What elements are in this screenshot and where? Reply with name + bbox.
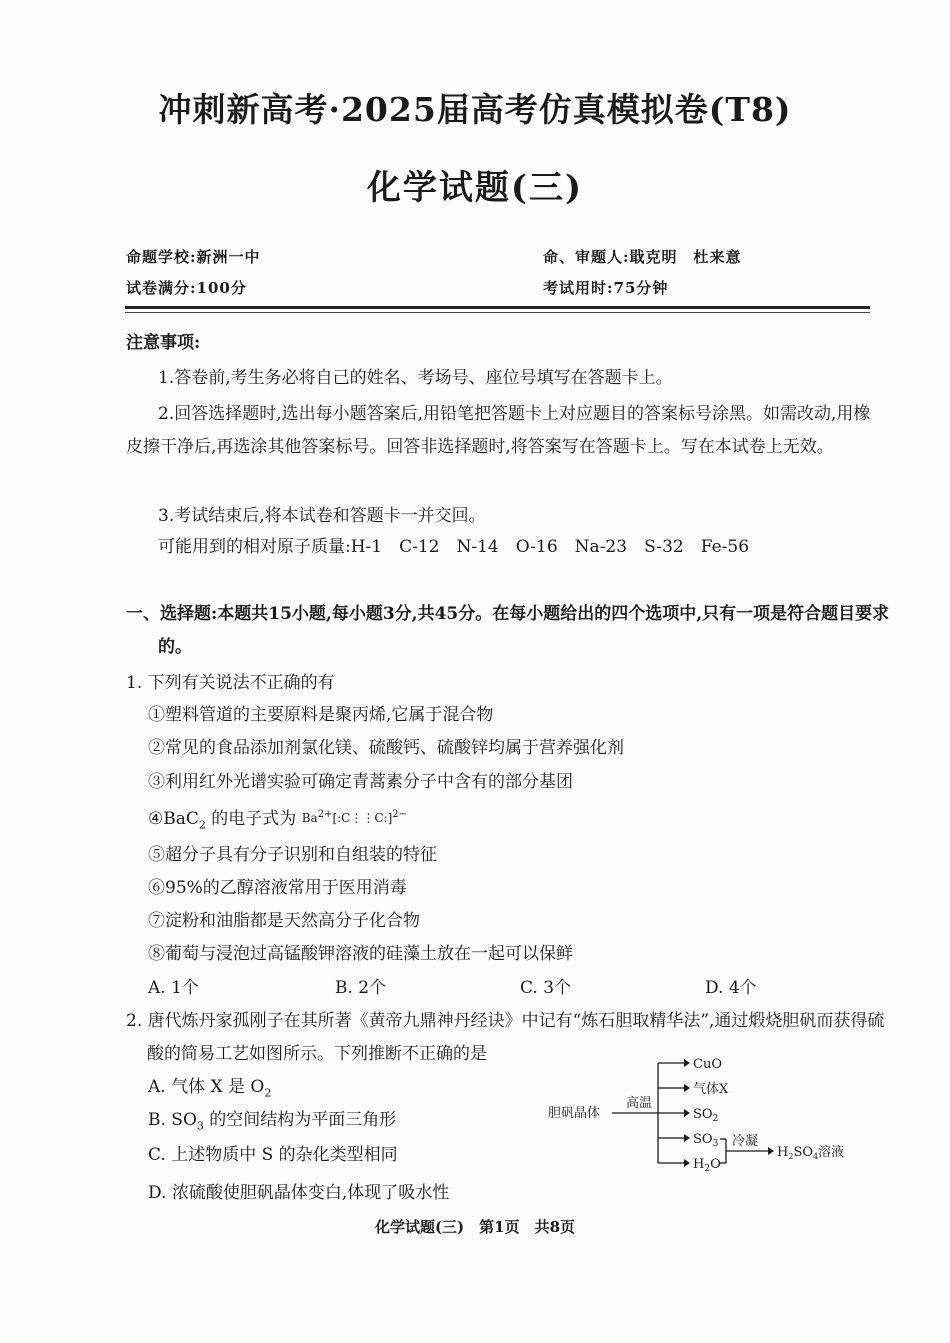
q1-statement-3: ③利用红外光谱实验可确定青蒿素分子中含有的部分基团 xyxy=(148,772,573,792)
notice-heading: 注意事项: xyxy=(126,333,201,353)
meta-full-score: 试卷满分:100分 xyxy=(126,279,247,297)
q1-option-a: A. 1个 xyxy=(148,978,199,998)
header-divider-thin xyxy=(125,312,870,313)
q2-option-a-text: A. 气体 X 是 O xyxy=(148,1077,265,1097)
question-2-stem: 2. 唐代炼丹家孤刚子在其所著《黄帝九鼎神丹经诀》中记有“炼石胆取精华法”,通过煅烧胆矾而获得硫酸的简易工艺如图所示。下列推断不正确的是 xyxy=(126,1011,885,1064)
meta-school: 命题学校:新洲一中 xyxy=(126,248,261,266)
q2-option-b xyxy=(148,1105,396,1132)
product-so3 xyxy=(693,1132,719,1149)
q2-option-a xyxy=(148,1072,271,1099)
so2-sub: 2 xyxy=(712,1114,719,1124)
final-product xyxy=(777,1144,844,1161)
q1-s4-sub: 2 xyxy=(198,818,206,832)
notice-item-3: 3.考试结束后,将本试卷和答题卡一并交回。 xyxy=(158,506,486,526)
product-gas-x: 气体X xyxy=(693,1082,729,1097)
h2so4-so: SO xyxy=(793,1145,814,1160)
product-so2 xyxy=(693,1107,718,1124)
cool-label: 冷凝 xyxy=(732,1134,759,1149)
so2-base: SO xyxy=(693,1107,713,1122)
cation-charge: 2+ xyxy=(317,809,333,820)
exam-subtitle: 化学试题(三) xyxy=(366,168,584,208)
cation: Ba xyxy=(301,811,318,825)
so3-base: SO xyxy=(693,1132,713,1147)
q2-option-a-sub: 2 xyxy=(264,1086,272,1100)
atomic-masses: 可能用到的相对原子质量:H-1 C-12 N-14 O-16 Na-23 S-32 Fe-56 xyxy=(158,537,750,557)
q1-statement-5: ⑤超分子具有分子识别和自组装的特征 xyxy=(148,845,437,865)
h2o-o: O xyxy=(710,1157,721,1172)
product-cuo: CuO xyxy=(693,1057,722,1072)
q1-s4-prefix: ④BaC xyxy=(148,809,199,829)
q1-statement-7: ⑦淀粉和油脂都是天然高分子化合物 xyxy=(148,911,420,931)
arrowhead-4 xyxy=(684,1134,690,1142)
q1-option-b: B. 2个 xyxy=(335,978,387,998)
q1-statement-4 xyxy=(148,804,407,831)
process-diagram xyxy=(540,1045,860,1175)
cool-arrowhead xyxy=(768,1147,774,1155)
anion-charge: 2− xyxy=(392,809,407,820)
q1-statement-8: ⑧葡萄与浸泡过高锰酸钾溶液的硅藻土放在一起可以保鲜 xyxy=(148,944,573,964)
h2so4-solution: 溶液 xyxy=(818,1145,845,1160)
h2so4-sub2: 4 xyxy=(813,1152,819,1161)
q2-option-b-prefix: B. SO xyxy=(148,1110,197,1130)
q1-s4-middle: 的电子式为 xyxy=(205,809,302,829)
header-divider-thick xyxy=(125,306,870,309)
meta-time: 考试用时:75分钟 xyxy=(543,279,669,297)
arrowhead-3 xyxy=(684,1109,690,1117)
arrowhead-5 xyxy=(684,1159,690,1167)
q2-option-b-sub: 3 xyxy=(196,1119,204,1133)
product-h2o xyxy=(693,1157,721,1174)
section-heading: 一、选择题:本题共15小题,每小题3分,共45分。在每小题给出的四个选项中,只有一项是符合题目要求的。 xyxy=(126,604,890,657)
page-footer: 化学试题(三) 第1页 共8页 xyxy=(374,1218,576,1236)
condition-label: 高温 xyxy=(626,1096,653,1111)
reactant-label: 胆矾晶体 xyxy=(548,1106,601,1121)
q1-option-c: C. 3个 xyxy=(520,978,572,998)
q2-option-d: D. 浓硫酸使胆矾晶体变白,体现了吸水性 xyxy=(148,1183,450,1203)
arrowhead-2 xyxy=(684,1084,690,1092)
q1-option-d: D. 4个 xyxy=(705,978,757,998)
notice-item-1: 1.答卷前,考生务必将自己的姓名、考场号、座位号填写在答题卡上。 xyxy=(158,368,673,388)
q2-option-c: C. 上述物质中 S 的杂化类型相同 xyxy=(148,1145,398,1165)
so3-sub: 3 xyxy=(712,1139,719,1149)
question-1-stem: 1. 下列有关说法不正确的有 xyxy=(126,673,335,693)
h2so4-h: H xyxy=(777,1145,789,1160)
exam-title: 冲刺新高考·2025届高考仿真模拟卷(T8) xyxy=(158,90,792,129)
q2-option-b-suffix: 的空间结构为平面三角形 xyxy=(203,1110,397,1130)
electron-formula xyxy=(302,811,407,825)
meta-authors: 命、审题人:戢克明 杜来意 xyxy=(543,248,742,266)
q1-statement-1: ①塑料管道的主要原料是聚丙烯,它属于混合物 xyxy=(148,705,494,725)
h2so4-sub1: 2 xyxy=(788,1152,794,1161)
q1-statement-6: ⑥95%的乙醇溶液常用于医用消毒 xyxy=(148,878,407,898)
notice-item-2: 2.回答选择题时,选出每小题答案后,用铅笔把答题卡上对应题目的答案标号涂黑。如需改动,用橡皮擦干净后,再选涂其他答案标号。回答非选择题时,将答案写在答题卡上。写在本试卷上无效。 xyxy=(126,404,871,457)
h2o-sub: 2 xyxy=(704,1164,711,1174)
q1-statement-2: ②常见的食品添加剂氯化镁、硫酸钙、硫酸锌均属于营养强化剂 xyxy=(148,738,624,758)
arrowhead-1 xyxy=(684,1059,690,1067)
anion: [:C⋮⋮C:] xyxy=(332,811,393,825)
h2o-h: H xyxy=(693,1157,705,1172)
